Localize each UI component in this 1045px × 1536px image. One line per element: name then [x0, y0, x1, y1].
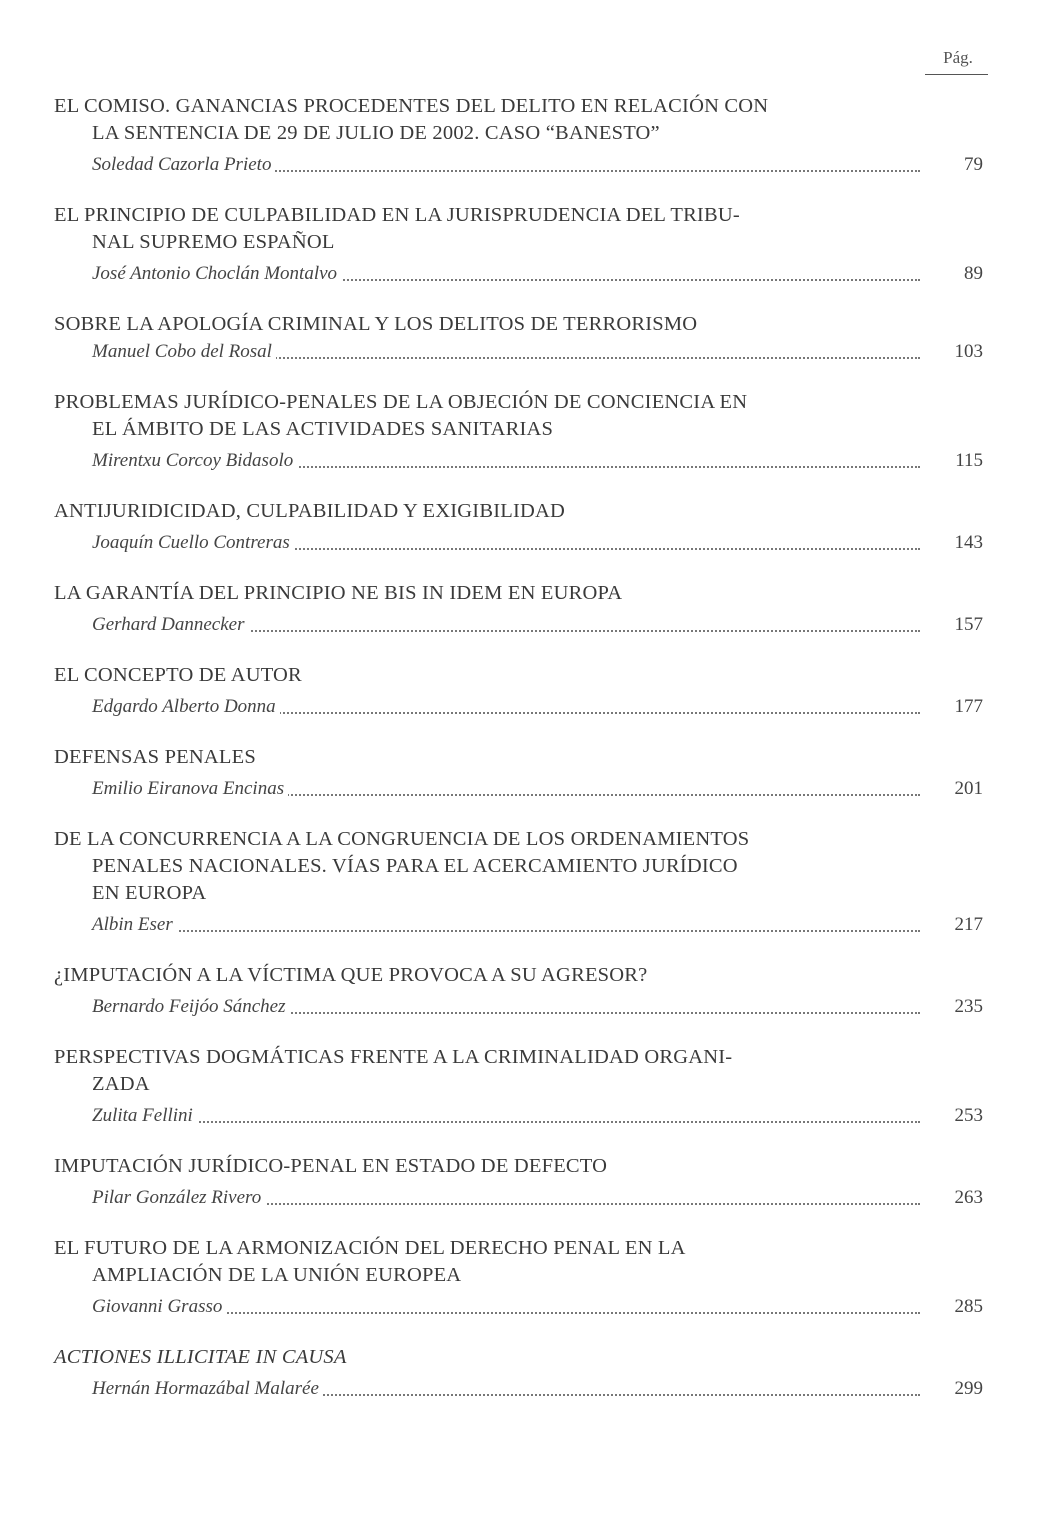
- entry-page-number: 235: [954, 996, 983, 1017]
- entry-page-number: 115: [955, 450, 983, 471]
- entry-author: José Antonio Choclán Montalvo: [92, 262, 341, 286]
- entry-title: [54, 93, 918, 147]
- title-line: IMPUTACIÓN JURÍDICO-PENAL EN ESTADO DE DEFECTO: [54, 1155, 608, 1177]
- toc-entry: [0, 389, 1045, 475]
- toc-entry: [0, 580, 1045, 639]
- entry-page-number: 253: [954, 1105, 983, 1126]
- author-row: [0, 1102, 1045, 1130]
- toc-entry: [0, 744, 1045, 803]
- entry-author: Edgardo Alberto Donna: [92, 695, 280, 719]
- entry-page-number: 285: [954, 1296, 983, 1317]
- entry-page-number: 177: [954, 696, 983, 717]
- title-line: ACTIONES ILLICITAE IN CAUSA: [54, 1346, 347, 1368]
- toc-entry: [0, 93, 1045, 179]
- entry-author: Bernardo Feijóo Sánchez: [92, 995, 289, 1019]
- toc-entry: [0, 311, 1045, 366]
- entry-author: Mirentxu Corcoy Bidasolo: [92, 449, 297, 473]
- entry-page-number: 89: [964, 263, 983, 284]
- author-row: [0, 1184, 1045, 1212]
- author-row: [0, 611, 1045, 639]
- page-label-underline: [925, 74, 988, 75]
- author-row: [0, 775, 1045, 803]
- title-line: DE LA CONCURRENCIA A LA CONGRUENCIA DE LOS ORDENAMIENTOS: [54, 828, 750, 850]
- title-line: AMPLIACIÓN DE LA UNIÓN EUROPEA: [92, 1264, 462, 1286]
- entry-title: [54, 662, 918, 689]
- entry-author: Joaquín Cuello Contreras: [92, 531, 294, 555]
- title-line: EL PRINCIPIO DE CULPABILIDAD EN LA JURISPRUDENCIA DEL TRIBU-: [54, 204, 740, 226]
- entry-title: [54, 1344, 918, 1371]
- author-row: [0, 151, 1045, 179]
- entry-author: Pilar González Rivero: [92, 1186, 265, 1210]
- entry-title: [54, 389, 918, 443]
- title-line: SOBRE LA APOLOGÍA CRIMINAL Y LOS DELITOS DE TERRORISMO: [54, 313, 698, 335]
- title-line: EL COMISO. GANANCIAS PROCEDENTES DEL DELITO EN RELACIÓN CON: [54, 95, 769, 117]
- entry-author: Manuel Cobo del Rosal: [92, 340, 276, 364]
- toc-entry: [0, 962, 1045, 1021]
- entry-page-number: 79: [964, 154, 983, 175]
- entry-title: [54, 580, 918, 607]
- title-line: PERSPECTIVAS DOGMÁTICAS FRENTE A LA CRIMINALIDAD ORGANI-: [54, 1046, 733, 1068]
- entry-page-number: 143: [954, 532, 983, 553]
- page-label: Pág.: [943, 48, 973, 67]
- entry-title: [54, 498, 918, 525]
- entry-title: [54, 1235, 918, 1289]
- toc-entry: [0, 662, 1045, 721]
- entry-title: [54, 1044, 918, 1098]
- author-row: [0, 338, 1045, 366]
- title-line: LA SENTENCIA DE 29 DE JULIO DE 2002. CASO “BANESTO”: [92, 122, 660, 144]
- entry-author: Gerhard Dannecker: [92, 613, 249, 637]
- toc-entry: [0, 826, 1045, 939]
- title-line: EN EUROPA: [92, 882, 207, 904]
- entry-title: [54, 744, 918, 771]
- toc-entry: [0, 1344, 1045, 1403]
- entry-author: Zulita Fellini: [92, 1104, 197, 1128]
- entry-title: [54, 826, 918, 907]
- entry-author: Hernán Hormazábal Malarée: [92, 1377, 323, 1401]
- author-row: [0, 1293, 1045, 1321]
- title-line: PENALES NACIONALES. VÍAS PARA EL ACERCAMIENTO JURÍDICO: [92, 855, 738, 877]
- author-row: [0, 260, 1045, 288]
- table-of-contents: [0, 93, 1045, 1426]
- toc-entry: [0, 1153, 1045, 1212]
- author-row: [0, 693, 1045, 721]
- author-row: [0, 1375, 1045, 1403]
- toc-entry: [0, 1235, 1045, 1321]
- entry-page-number: 103: [954, 341, 983, 362]
- entry-page-number: 217: [954, 914, 983, 935]
- entry-author: Giovanni Grasso: [92, 1295, 226, 1319]
- entry-title: [54, 1153, 918, 1180]
- title-line: EL FUTURO DE LA ARMONIZACIÓN DEL DERECHO PENAL EN LA: [54, 1237, 686, 1259]
- title-line: ¿IMPUTACIÓN A LA VÍCTIMA QUE PROVOCA A SU AGRESOR?: [54, 964, 648, 986]
- entry-title: [54, 962, 918, 989]
- title-line: PROBLEMAS JURÍDICO-PENALES DE LA OBJECIÓN DE CONCIENCIA EN: [54, 391, 748, 413]
- toc-entry: [0, 498, 1045, 557]
- entry-page-number: 263: [954, 1187, 983, 1208]
- entry-title: [54, 202, 918, 256]
- title-line: EL CONCEPTO DE AUTOR: [54, 664, 302, 686]
- toc-entry: [0, 1044, 1045, 1130]
- title-line: LA GARANTÍA DEL PRINCIPIO NE BIS IN IDEM EN EUROPA: [54, 582, 623, 604]
- toc-entry: [0, 202, 1045, 288]
- author-row: [0, 529, 1045, 557]
- entry-author: Emilio Eiranova Encinas: [92, 777, 288, 801]
- title-line: NAL SUPREMO ESPAÑOL: [92, 231, 335, 253]
- title-line: ZADA: [92, 1073, 150, 1095]
- entry-page-number: 201: [954, 778, 983, 799]
- title-line: DEFENSAS PENALES: [54, 746, 256, 768]
- entry-author: Soledad Cazorla Prieto: [92, 153, 275, 177]
- title-line: EL ÁMBITO DE LAS ACTIVIDADES SANITARIAS: [92, 418, 554, 440]
- entry-page-number: 299: [954, 1378, 983, 1399]
- entry-page-number: 157: [954, 614, 983, 635]
- entry-author: Albin Eser: [92, 913, 177, 937]
- author-row: [0, 993, 1045, 1021]
- dot-leader: [92, 930, 920, 932]
- author-row: [0, 911, 1045, 939]
- entry-title: [54, 311, 918, 338]
- author-row: [0, 447, 1045, 475]
- title-line: ANTIJURIDICIDAD, CULPABILIDAD Y EXIGIBILIDAD: [54, 500, 565, 522]
- dot-leader: [92, 1121, 920, 1123]
